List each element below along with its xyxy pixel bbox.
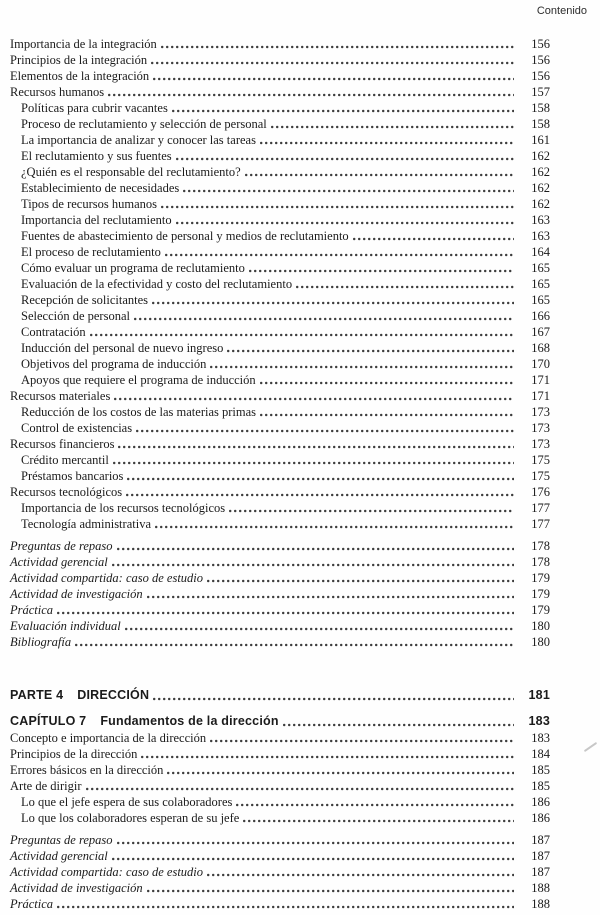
toc-entry-page: 186 bbox=[531, 795, 550, 809]
toc-entry bbox=[10, 36, 550, 52]
toc-entry-label: Cómo evaluar un programa de reclutamiento bbox=[21, 261, 245, 275]
toc-entry-label: ¿Quién es el responsable del reclutamiento? bbox=[21, 165, 241, 179]
scan-artifact bbox=[584, 742, 597, 752]
toc-entry-label: Bibliografía bbox=[10, 635, 72, 649]
toc-entry-label: Preguntas de repaso bbox=[10, 833, 113, 847]
dot-leader bbox=[153, 77, 514, 82]
dot-leader bbox=[147, 889, 514, 894]
toc-entry-label: DIRECCIÓN bbox=[77, 688, 150, 702]
toc-entry bbox=[10, 244, 550, 260]
toc-entry-page: 186 bbox=[531, 811, 550, 825]
dot-leader bbox=[126, 493, 514, 498]
toc-entry bbox=[10, 388, 550, 404]
toc-entry bbox=[10, 746, 550, 762]
toc-entry-label: Preguntas de repaso bbox=[10, 539, 113, 553]
toc-entry-page: 179 bbox=[531, 603, 550, 617]
toc-entry bbox=[10, 148, 550, 164]
toc-entry-label: Principios de la dirección bbox=[10, 747, 138, 761]
dot-leader bbox=[108, 93, 514, 98]
toc-entry bbox=[10, 634, 550, 650]
toc-entry-page: 165 bbox=[531, 277, 550, 291]
toc-entry-page: 163 bbox=[531, 229, 550, 243]
toc-entry-page: 156 bbox=[531, 37, 550, 51]
toc-entry-label: Importancia de la integración bbox=[10, 37, 157, 51]
toc-list bbox=[10, 36, 550, 912]
toc-entry-page: 162 bbox=[531, 165, 550, 179]
toc-entry-page: 166 bbox=[531, 309, 550, 323]
toc-entry-page: 173 bbox=[531, 437, 550, 451]
toc-entry-page: 175 bbox=[531, 453, 550, 467]
running-header bbox=[537, 5, 587, 17]
toc-entry-page: 183 bbox=[531, 731, 550, 745]
toc-entry-label: Elementos de la integración bbox=[10, 69, 150, 83]
toc-entry-label: Actividad de investigación bbox=[10, 587, 143, 601]
toc-entry-label: El proceso de reclutamiento bbox=[21, 245, 161, 259]
toc-entry-label: Importancia del reclutamiento bbox=[21, 213, 172, 227]
toc-entry-label: Crédito mercantil bbox=[21, 453, 109, 467]
toc-entry bbox=[10, 212, 550, 228]
dot-leader bbox=[112, 563, 514, 568]
dot-leader bbox=[161, 45, 514, 50]
toc-entry-page: 183 bbox=[528, 714, 550, 728]
toc-entry bbox=[10, 308, 550, 324]
toc-entry-page: 157 bbox=[531, 85, 550, 99]
toc-entry-prefix: CAPÍTULO 7 bbox=[10, 714, 87, 728]
dot-leader bbox=[117, 841, 514, 846]
toc-entry-label: Recursos humanos bbox=[10, 85, 105, 99]
toc-entry-label: Recursos financieros bbox=[10, 437, 115, 451]
dot-leader bbox=[114, 397, 514, 402]
toc-entry bbox=[10, 84, 550, 100]
dot-leader bbox=[229, 509, 514, 514]
dot-leader bbox=[118, 445, 514, 450]
dot-leader bbox=[90, 333, 514, 338]
toc-entry-label: Fuentes de abastecimiento de personal y medios de reclutamiento bbox=[21, 229, 349, 243]
toc-entry-label: Objetivos del programa de inducción bbox=[21, 357, 207, 371]
toc-entry-page: 156 bbox=[531, 69, 550, 83]
toc-entry bbox=[10, 794, 550, 810]
running-header-title: Contenido bbox=[536, 5, 587, 17]
toc-entry-page: 184 bbox=[531, 747, 550, 761]
toc-entry-page: 180 bbox=[531, 619, 550, 633]
toc-entry bbox=[10, 372, 550, 388]
toc-entry-page: 173 bbox=[531, 421, 550, 435]
dot-leader bbox=[249, 269, 514, 274]
toc-entry-page: 164 bbox=[531, 245, 550, 259]
toc-entry bbox=[10, 484, 550, 500]
toc-entry-page: 180 bbox=[531, 635, 550, 649]
dot-leader bbox=[134, 317, 514, 322]
dot-leader bbox=[167, 771, 514, 776]
dot-leader bbox=[112, 857, 514, 862]
toc-entry-label: Reducción de los costos de las materias primas bbox=[21, 405, 257, 419]
toc-entry-label: Actividad gerencial bbox=[10, 849, 108, 863]
dot-leader bbox=[172, 109, 514, 114]
toc-entry bbox=[10, 324, 550, 340]
toc-entry-label: Recursos tecnológicos bbox=[10, 485, 123, 499]
dot-leader bbox=[260, 381, 514, 386]
dot-leader bbox=[183, 189, 514, 194]
toc-entry bbox=[10, 356, 550, 372]
toc-entry-page: 162 bbox=[531, 149, 550, 163]
toc-entry-page: 185 bbox=[531, 779, 550, 793]
toc-entry bbox=[10, 832, 550, 848]
toc-entry-label: Tecnología administrativa bbox=[21, 517, 151, 531]
toc-entry bbox=[10, 554, 550, 570]
toc-entry-label: Inducción del personal de nuevo ingreso bbox=[21, 341, 224, 355]
toc-entry-page: 163 bbox=[531, 213, 550, 227]
toc-entry-label: Lo que los colaboradores esperan de su jefe bbox=[21, 811, 240, 825]
toc-entry-label: Selección de personal bbox=[21, 309, 130, 323]
toc-entry-page: 177 bbox=[531, 517, 550, 531]
dot-leader bbox=[245, 173, 514, 178]
dot-leader bbox=[155, 525, 514, 530]
toc-entry-label: Errores básicos en la dirección bbox=[10, 763, 164, 777]
dot-leader bbox=[236, 803, 514, 808]
toc-entry bbox=[10, 228, 550, 244]
toc-entry bbox=[10, 762, 550, 778]
toc-entry bbox=[10, 100, 550, 116]
dot-leader bbox=[75, 643, 514, 648]
dot-leader bbox=[152, 301, 514, 306]
toc-entry-page: 158 bbox=[531, 101, 550, 115]
dot-leader bbox=[141, 755, 514, 760]
toc-entry bbox=[10, 436, 550, 452]
toc-entry-page: 187 bbox=[531, 849, 550, 863]
dot-leader bbox=[151, 61, 514, 66]
dot-leader bbox=[125, 627, 514, 632]
toc-entry-label: Control de existencias bbox=[21, 421, 133, 435]
toc-entry-page: 188 bbox=[531, 881, 550, 895]
toc-entry bbox=[10, 516, 550, 532]
toc-entry bbox=[10, 420, 550, 436]
toc-entry bbox=[10, 586, 550, 602]
toc-entry-page: 177 bbox=[531, 501, 550, 515]
toc-entry-page: 167 bbox=[531, 325, 550, 339]
toc-entry bbox=[10, 848, 550, 864]
dot-leader bbox=[227, 349, 514, 354]
toc-entry-label: Práctica bbox=[10, 897, 54, 911]
toc-entry bbox=[10, 68, 550, 84]
toc-entry bbox=[10, 618, 550, 634]
dot-leader bbox=[207, 873, 514, 878]
toc-entry-label: Establecimiento de necesidades bbox=[21, 181, 180, 195]
toc-entry-page: 178 bbox=[531, 539, 550, 553]
dot-leader bbox=[260, 141, 514, 146]
toc-entry-label: Evaluación de la efectividad y costo del reclutamiento bbox=[21, 277, 293, 291]
toc-entry-label: Tipos de recursos humanos bbox=[21, 197, 157, 211]
toc-entry-page: 185 bbox=[531, 763, 550, 777]
toc-entry-label: Importancia de los recursos tecnológicos bbox=[21, 501, 226, 515]
toc-entry bbox=[10, 602, 550, 618]
toc-entry bbox=[10, 778, 550, 794]
toc-entry bbox=[10, 896, 550, 912]
toc-entry-page: 173 bbox=[531, 405, 550, 419]
toc-entry-label: Concepto e importancia de la dirección bbox=[10, 731, 207, 745]
toc-entry bbox=[10, 260, 550, 276]
toc-entry-label: La importancia de analizar y conocer las tareas bbox=[21, 133, 256, 147]
toc-entry-page: 176 bbox=[531, 485, 550, 499]
toc-entry-page: 165 bbox=[531, 261, 550, 275]
toc-entry-label: Actividad de investigación bbox=[10, 881, 143, 895]
toc-entry-label: Actividad compartida: caso de estudio bbox=[10, 571, 204, 585]
toc-entry-page: 156 bbox=[531, 53, 550, 67]
dot-leader bbox=[127, 477, 514, 482]
dot-leader bbox=[176, 157, 514, 162]
toc-entry bbox=[10, 340, 550, 356]
dot-leader bbox=[161, 205, 514, 210]
dot-leader bbox=[57, 905, 514, 910]
dot-leader bbox=[117, 547, 514, 552]
dot-leader bbox=[207, 579, 514, 584]
toc-entry bbox=[10, 292, 550, 308]
toc-entry-page: 179 bbox=[531, 587, 550, 601]
toc-entry-page: 187 bbox=[531, 833, 550, 847]
toc-entry-label: Principios de la integración bbox=[10, 53, 148, 67]
toc-entry bbox=[10, 452, 550, 468]
dot-leader bbox=[153, 697, 514, 702]
toc-entry-page: 171 bbox=[531, 373, 550, 387]
toc-entry bbox=[10, 404, 550, 420]
toc-entry bbox=[10, 180, 550, 196]
toc-entry bbox=[10, 468, 550, 484]
toc-entry-label: Proceso de reclutamiento y selección de personal bbox=[21, 117, 267, 131]
toc-entry-page: 168 bbox=[531, 341, 550, 355]
toc-entry-label: Actividad compartida: caso de estudio bbox=[10, 865, 204, 879]
dot-leader bbox=[136, 429, 514, 434]
dot-leader bbox=[210, 739, 514, 744]
toc-entry-page: 158 bbox=[531, 117, 550, 131]
dot-leader bbox=[210, 365, 514, 370]
toc-entry-label: Préstamos bancarios bbox=[21, 469, 124, 483]
dot-leader bbox=[57, 611, 514, 616]
toc-entry bbox=[10, 686, 550, 704]
toc-entry-label: Contratación bbox=[21, 325, 86, 339]
dot-leader bbox=[243, 819, 514, 824]
toc-entry-label: Arte de dirigir bbox=[10, 779, 82, 793]
dot-leader bbox=[296, 285, 514, 290]
toc-entry bbox=[10, 810, 550, 826]
toc-entry bbox=[10, 864, 550, 880]
toc-entry-label: Políticas para cubrir vacantes bbox=[21, 101, 168, 115]
toc-entry-page: 161 bbox=[531, 133, 550, 147]
toc-entry-page: 181 bbox=[528, 688, 550, 702]
toc-entry bbox=[10, 500, 550, 516]
toc-entry-page: 179 bbox=[531, 571, 550, 585]
toc-entry-prefix: PARTE 4 bbox=[10, 688, 64, 702]
toc-entry-label: Evaluación individual bbox=[10, 619, 121, 633]
dot-leader bbox=[147, 595, 514, 600]
toc-entry-page: 171 bbox=[531, 389, 550, 403]
toc-entry-label: Fundamentos de la dirección bbox=[100, 714, 279, 728]
dot-leader bbox=[86, 787, 514, 792]
toc-entry bbox=[10, 116, 550, 132]
toc-entry-page: 170 bbox=[531, 357, 550, 371]
toc-entry-label: Actividad gerencial bbox=[10, 555, 108, 569]
dot-leader bbox=[260, 413, 514, 418]
toc-entry-label: Lo que el jefe espera de sus colaboradores bbox=[21, 795, 233, 809]
toc-entry-page: 188 bbox=[531, 897, 550, 911]
toc-entry-page: 165 bbox=[531, 293, 550, 307]
dot-leader bbox=[283, 723, 514, 728]
toc-entry-page: 178 bbox=[531, 555, 550, 569]
toc-entry bbox=[10, 538, 550, 554]
toc-entry bbox=[10, 276, 550, 292]
dot-leader bbox=[113, 461, 514, 466]
dot-leader bbox=[271, 125, 514, 130]
toc-entry bbox=[10, 730, 550, 746]
toc-entry-label: Práctica bbox=[10, 603, 54, 617]
toc-entry-page: 175 bbox=[531, 469, 550, 483]
dot-leader bbox=[176, 221, 514, 226]
toc-entry bbox=[10, 880, 550, 896]
toc-entry-label: Recepción de solicitantes bbox=[21, 293, 149, 307]
toc-entry bbox=[10, 713, 550, 730]
toc-entry bbox=[10, 570, 550, 586]
toc-entry bbox=[10, 196, 550, 212]
dot-leader bbox=[353, 237, 514, 242]
toc-entry-label: El reclutamiento y sus fuentes bbox=[21, 149, 172, 163]
toc-entry-label: Apoyos que requiere el programa de inducción bbox=[21, 373, 256, 387]
toc-entry-page: 162 bbox=[531, 197, 550, 211]
toc-entry bbox=[10, 164, 550, 180]
toc-entry bbox=[10, 132, 550, 148]
toc-entry-page: 187 bbox=[531, 865, 550, 879]
dot-leader bbox=[165, 253, 514, 258]
toc-entry bbox=[10, 52, 550, 68]
toc-entry-label: Recursos materiales bbox=[10, 389, 111, 403]
toc-entry-page: 162 bbox=[531, 181, 550, 195]
